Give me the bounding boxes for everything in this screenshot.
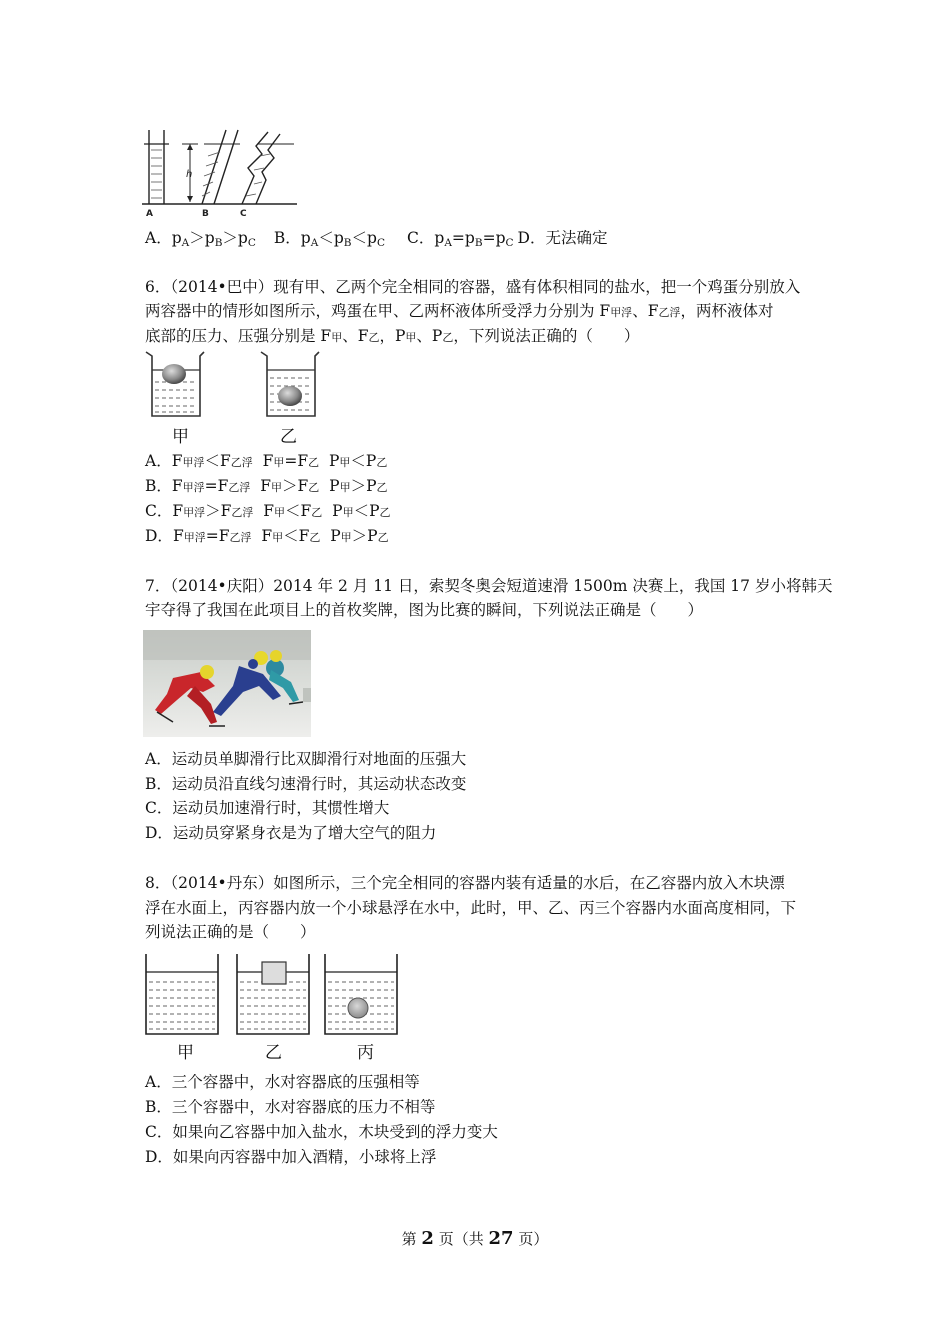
q7-option-c: C．运动员加速滑行时，其惯性增大: [145, 799, 390, 817]
q6-stem-line1: 6．（2014•巴中）现有甲、乙两个完全相同的容器，盛有体积相同的盐水，把一个鸡蛋分别放入: [145, 278, 801, 296]
q8-option-b: B．三个容器中，水对容器底的压力不相等: [145, 1098, 436, 1116]
q5-label-c: C: [240, 209, 247, 219]
q6-stem-line3: 底部的压力、压强分别是 F甲、F乙，P甲、P乙，下列说法正确的（ ）: [145, 327, 640, 345]
total-pages: 27: [488, 1228, 514, 1249]
q5-option-a: A．$p_A>p_B>p_C$: [145, 229, 256, 249]
page-number: 2: [421, 1228, 434, 1249]
q8-stem-line3: 列说法正确的是（ ）: [145, 923, 316, 941]
egg-suspended: [278, 386, 302, 406]
q7-option-d: D．运动员穿紧身衣是为了增大空气的阻力: [145, 824, 437, 842]
q5-option-b: B．$p_A<p_B<p_C$: [273, 229, 385, 249]
q5-label-a: A: [146, 209, 153, 219]
q6-label-jia: 甲: [172, 427, 189, 447]
q7-stem-line2: 宇夺得了我国在此项目上的首枚奖牌，图为比赛的瞬间，下列说法正确是（ ）: [145, 601, 704, 619]
small-ball: [348, 998, 368, 1018]
q8-label-bing: 丙: [357, 1043, 374, 1063]
q8-option-c: C．如果向乙容器中加入盐水，木块受到的浮力变大: [145, 1123, 498, 1141]
q7-stem-line1: 7．（2014•庆阳）2014 年 2 月 11 日，索契冬奥会短道速滑 1500m 决赛上，我国 17 岁小将韩天: [145, 577, 833, 595]
q7-skating-photo: [143, 630, 311, 737]
q6-label-yi: 乙: [280, 427, 297, 447]
q6-option-c: C．F甲浮＞F乙浮 F甲＜F乙 P甲＜P乙: [145, 502, 391, 520]
page-footer: 第 2 页（共 27 页）: [401, 1228, 549, 1249]
q6-option-a: A．F甲浮＜F乙浮 F甲=F乙 P甲＜P乙: [145, 452, 388, 470]
q7-option-a: A．运动员单脚滑行比双脚滑行对地面的压强大: [145, 750, 467, 768]
q5-options: [145, 227, 608, 254]
wood-block: [262, 962, 286, 984]
q5-option-c: C．$p_A=p_B=p_C$: [407, 229, 514, 249]
q5-figure: [142, 128, 302, 220]
q8-option-a: A．三个容器中，水对容器底的压强相等: [145, 1073, 420, 1091]
q6-stem-line2: 两容器中的情形如图所示，鸡蛋在甲、乙两杯液体所受浮力分别为 F甲浮、F乙浮，两杯液体对: [145, 302, 774, 320]
egg-floating: [162, 364, 186, 384]
q5-option-d: D．无法确定: [517, 229, 608, 247]
q5-h-label: h: [186, 169, 193, 180]
q6-figure: [142, 350, 332, 450]
q8-label-jia: 甲: [177, 1043, 194, 1063]
q7-option-b: B．运动员沿直线匀速滑行时，其运动状态改变: [145, 775, 467, 793]
q8-stem-line1: 8．（2014•丹东）如图所示，三个完全相同的容器内装有适量的水后，在乙容器内放入木块漂: [145, 874, 785, 892]
q8-stem-line2: 浮在水面上，丙容器内放一个小球悬浮在水中，此时，甲、乙、丙三个容器内水面高度相同，下: [145, 899, 797, 917]
q8-figure: [143, 952, 403, 1066]
q6-option-b: B．F甲浮=F乙浮 F甲＞F乙 P甲＞P乙: [145, 477, 388, 495]
q8-option-d: D．如果向丙容器中加入酒精，小球将上浮: [145, 1148, 437, 1166]
q8-label-yi: 乙: [265, 1043, 282, 1063]
q5-label-b: B: [202, 209, 209, 219]
q6-option-d: D．F甲浮=F乙浮 F甲＜F乙 P甲＞P乙: [145, 527, 389, 545]
